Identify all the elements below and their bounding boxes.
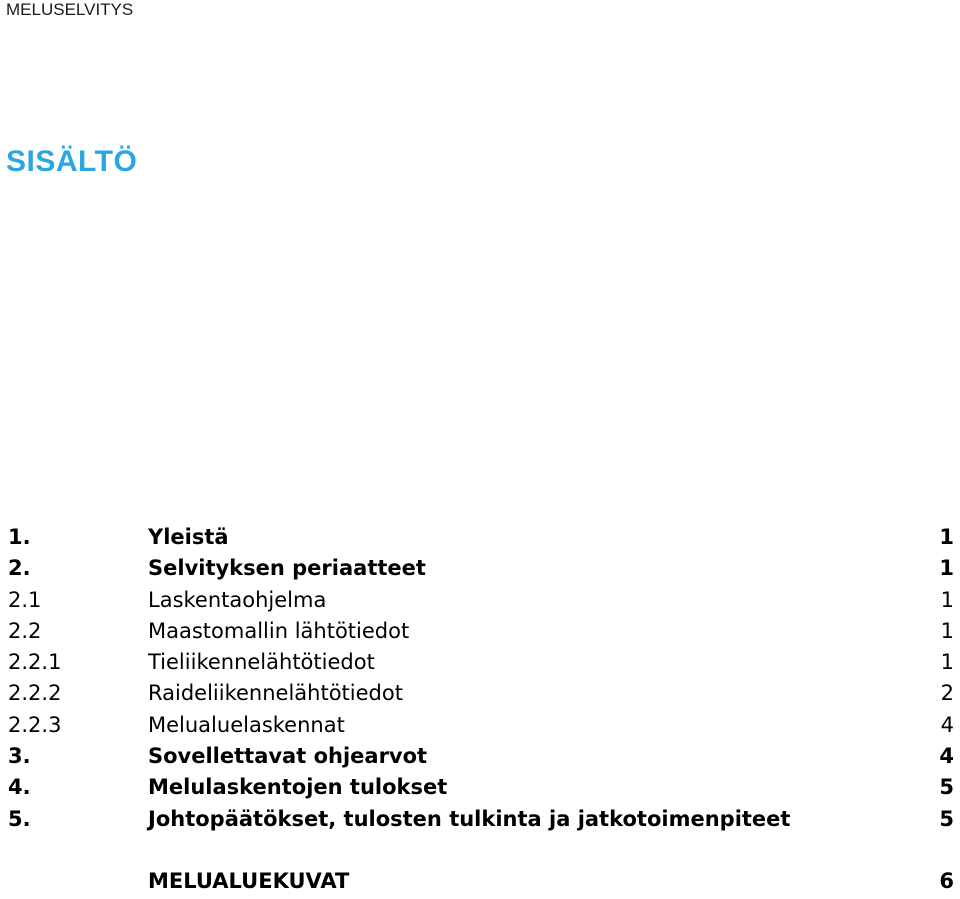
toc-entry-number: 2. [8,556,31,581]
toc-entry[interactable] [8,804,954,835]
toc-entry-page: 1 [939,525,954,549]
toc-entry-page: 1 [940,587,954,612]
toc-entry[interactable] [8,710,954,741]
toc-entry[interactable] [8,585,954,616]
toc-entry-title: Selvityksen periaatteet [148,556,426,581]
toc-entry-page: 5 [939,775,954,800]
toc-entry-number: 2.2 [8,618,42,643]
page-title: SISÄLTÖ [6,145,138,178]
toc-spacer [8,835,954,866]
toc-entry-title: Raideliikennelähtötiedot [148,681,403,706]
toc-entry-page: 2 [940,681,954,706]
toc-entry-number: 2.2.2 [8,681,62,706]
toc-entry-page: 1 [940,650,954,675]
toc-entry-title: Johtopäätökset, tulosten tulkinta ja jatkotoimenpiteet [148,806,791,831]
toc-entry[interactable] [8,616,954,647]
toc-entry-number: 1. [8,525,31,549]
toc-entry-title: Maastomallin lähtötiedot [148,618,410,643]
toc-entry-title: Melulaskentojen tulokset [148,775,448,800]
toc-entry-title: Sovellettavat ohjearvot [148,744,428,769]
toc-entry[interactable] [8,522,954,553]
table-of-contents [8,522,954,897]
toc-entry[interactable] [8,772,954,803]
toc-entry[interactable] [8,553,954,584]
toc-entry-title: Laskentaohjelma [148,587,327,612]
toc-entry[interactable] [8,678,954,709]
toc-entry-page: 5 [939,806,954,831]
toc-appendix-title: MELUALUEKUVAT [148,868,350,893]
toc-entry-number: 3. [8,744,31,769]
toc-entry-page: 1 [939,556,954,581]
document-header-label: MELUSELVITYS [6,0,134,19]
toc-entry-page: 4 [940,712,954,737]
toc-appendix-page: 6 [939,868,954,893]
toc-entry-title: Melualuelaskennat [148,712,345,737]
toc-entry-number: 4. [8,775,31,800]
toc-entry-number: 2.2.3 [8,712,62,737]
toc-entry-number: 2.1 [8,587,42,612]
toc-entry[interactable] [8,647,954,678]
toc-entry-number: 5. [8,806,31,831]
toc-entry[interactable] [8,741,954,772]
toc-entry-title: Tieliikennelähtötiedot [148,650,375,675]
toc-entry-page: 4 [939,744,954,769]
toc-entry-title: Yleistä [148,525,229,549]
toc-entry-number: 2.2.1 [8,650,62,675]
toc-appendix-entry[interactable] [8,866,954,897]
toc-entry-page: 1 [940,618,954,643]
